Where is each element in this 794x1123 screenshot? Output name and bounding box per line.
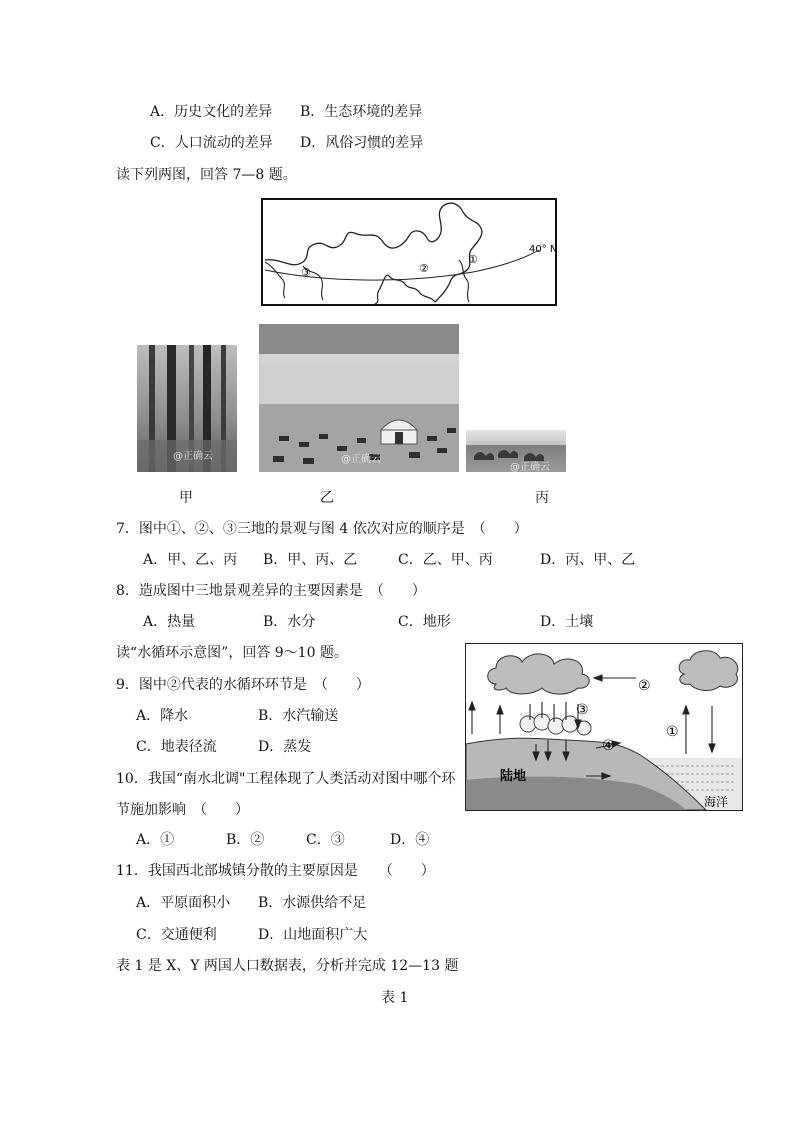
q10-option-b: B．②: [226, 832, 265, 848]
caption-bing: 丙: [535, 490, 549, 506]
intro-7-8: 读下列两图，回答 7—8 题。: [116, 167, 297, 183]
q10-stem-line2: 节施加影响 （ ）: [116, 802, 249, 818]
q10-option-a: A．①: [136, 832, 175, 848]
q7-option-d: D．丙、甲、乙: [540, 552, 636, 568]
water-cycle-drawing: [466, 644, 742, 810]
q6-option-c: C．人口流动的差异: [150, 135, 273, 151]
table-caption: 表 1: [381, 990, 409, 1006]
q7-stem: 7．图中①、②、③三地的景观与图 4 依次对应的顺序是 （ ）: [116, 521, 528, 537]
q8-stem: 8．造成图中三地景观差异的主要因素是 （ ）: [116, 583, 426, 599]
q9-option-a: A．降水: [136, 708, 189, 724]
q10-option-c: C．③: [306, 832, 345, 848]
map-marker-3: ③: [301, 266, 311, 279]
photo-desert: [466, 430, 566, 472]
q9-stem: 9．图中②代表的水循环环节是 （ ）: [116, 677, 370, 693]
map-drawing: [263, 200, 555, 304]
q9-option-d: D．蒸发: [258, 739, 312, 755]
q8-option-c: C．地形: [398, 614, 451, 630]
q11-option-a: A．平原面积小: [136, 895, 231, 911]
map-marker-2: ②: [419, 262, 429, 275]
q6-option-b: B．生态环境的差异: [300, 104, 423, 120]
q8-option-b: B．水分: [263, 614, 316, 630]
water-cycle-label-2: ②: [638, 678, 651, 694]
q10-stem-line1: 10．我国“南水北调"工程体现了人类活动对图中哪个环: [116, 771, 456, 787]
water-cycle-diagram: [465, 643, 743, 811]
china-map: [261, 198, 557, 306]
q9-option-c: C．地表径流: [136, 739, 217, 755]
caption-jia: 甲: [179, 490, 193, 506]
ocean-label: 海洋: [704, 795, 729, 809]
map-marker-1: ①: [468, 253, 478, 266]
q9-option-b: B．水汽输送: [258, 708, 339, 724]
land-label: 陆地: [500, 769, 527, 784]
q8-option-d: D．土壤: [540, 614, 594, 630]
intro-12-13: 表 1 是 X、Y 两国人口数据表，分析并完成 12—13 题: [116, 958, 459, 974]
q11-stem: 11．我国西北部城镇分散的主要原因是 （ ）: [116, 863, 435, 879]
q7-option-a: A．甲、乙、丙: [143, 552, 238, 568]
photo-grassland: [259, 324, 459, 472]
photo-forest: [137, 345, 237, 472]
q7-option-c: C．乙、甲、丙: [398, 552, 493, 568]
water-cycle-label-1: ①: [666, 724, 679, 740]
q11-option-c: C．交通便利: [136, 927, 217, 943]
q11-option-b: B．水源供给不足: [258, 895, 367, 911]
q7-option-b: B．甲、丙、乙: [263, 552, 358, 568]
q8-option-a: A．热量: [143, 614, 196, 630]
caption-yi: 乙: [320, 490, 334, 506]
q6-option-d: D．风俗习惯的差异: [300, 135, 424, 151]
photo-watermark: @正确云: [341, 454, 381, 465]
water-cycle-label-3: ③: [576, 702, 589, 718]
intro-9-10: 读“水循环示意图”，回答 9～10 题。: [116, 645, 348, 661]
q10-option-d: D．④: [390, 832, 430, 848]
latitude-label: 40° N: [529, 244, 555, 255]
water-cycle-label-4: ④: [602, 738, 615, 754]
photo-watermark: @正确云: [173, 451, 213, 462]
q11-option-d: D．山地面积广大: [258, 927, 368, 943]
photo-watermark: @正确云: [510, 462, 550, 472]
q6-option-a: A．历史文化的差异: [150, 104, 273, 120]
